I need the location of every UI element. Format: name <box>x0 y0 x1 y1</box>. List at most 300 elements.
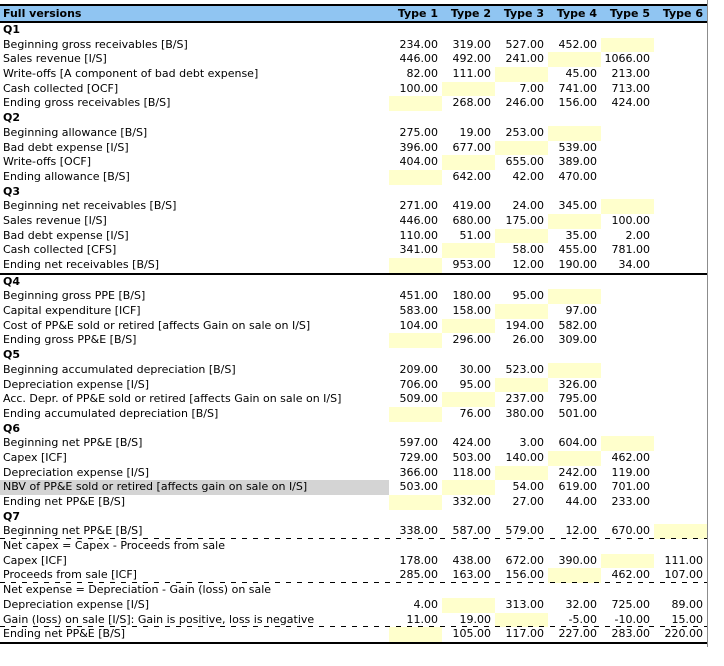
cell-type-2[interactable]: 438.00 <box>452 553 491 567</box>
answer-cell-type-1[interactable] <box>389 258 442 273</box>
cell-type-3 <box>495 583 548 598</box>
table-row <box>0 436 708 451</box>
cell-type-1[interactable]: 446.00 <box>399 52 438 66</box>
cell-type-6 <box>654 466 707 481</box>
cell-type-5 <box>601 363 654 378</box>
cell-type-1[interactable]: 706.00 <box>399 377 438 391</box>
table-row <box>0 363 708 378</box>
cell-type-1[interactable]: 729.00 <box>399 450 438 464</box>
cell-type-4[interactable]: 390.00 <box>558 553 597 567</box>
table-row <box>0 583 708 598</box>
cell-type-6 <box>654 126 707 141</box>
cell-type-5[interactable]: 462.00 <box>611 568 650 582</box>
sheet-title: Full versions <box>3 7 82 20</box>
cell-type-2[interactable]: 19.00 <box>459 125 491 139</box>
cell-type-1[interactable]: 366.00 <box>399 465 438 479</box>
row-label: Beginning net PP&E [B/S] <box>3 524 143 538</box>
answer-cell-type-4[interactable] <box>548 214 601 229</box>
answer-cell-type-3[interactable] <box>495 304 548 319</box>
cell-type-5[interactable]: 100.00 <box>611 213 650 227</box>
row-label: Net expense = Depreciation - Gain (loss) on sale <box>3 583 272 597</box>
cell-type-4[interactable]: 32.00 <box>565 597 597 611</box>
row-label: Ending gross receivables [B/S] <box>3 96 171 110</box>
answer-cell-type-3[interactable] <box>495 67 548 82</box>
section-row-q6 <box>0 422 708 437</box>
cell-type-5 <box>601 304 654 319</box>
column-header-type-2: Type 2 <box>450 7 491 20</box>
cell-type-3[interactable]: 523.00 <box>505 362 544 376</box>
cell-type-6[interactable]: 220.00 <box>664 627 703 641</box>
cell-type-4[interactable]: 326.00 <box>558 377 597 391</box>
cell-type-4[interactable]: 604.00 <box>558 436 597 450</box>
cell-type-1 <box>389 583 442 598</box>
cell-type-2[interactable]: 95.00 <box>459 377 491 391</box>
cell-type-3[interactable]: 579.00 <box>505 524 544 538</box>
cell-type-4[interactable]: 389.00 <box>558 155 597 169</box>
row-label: Ending allowance [B/S] <box>3 169 130 183</box>
answer-cell-type-2[interactable] <box>442 82 495 97</box>
answer-cell-type-4[interactable] <box>548 289 601 304</box>
row-label: Beginning gross PPE [B/S] <box>3 289 146 303</box>
answer-cell-type-3[interactable] <box>495 613 548 628</box>
answer-cell-type-2[interactable] <box>442 392 495 407</box>
table-row <box>0 82 708 97</box>
table-row <box>0 466 708 481</box>
cell-type-2[interactable]: 268.00 <box>452 96 491 110</box>
cell-type-3[interactable]: 246.00 <box>505 96 544 110</box>
cell-type-3[interactable]: 7.00 <box>519 81 544 95</box>
table-row <box>0 392 708 407</box>
row-label: Ending gross PP&E [B/S] <box>3 333 137 347</box>
cell-type-4[interactable]: 309.00 <box>558 333 597 347</box>
cell-type-1[interactable]: 396.00 <box>399 140 438 154</box>
answer-cell-type-1[interactable] <box>389 170 442 185</box>
cell-type-5 <box>601 141 654 156</box>
section-label: Q4 <box>3 274 21 288</box>
cell-type-2[interactable]: 642.00 <box>452 169 491 183</box>
row-label: NBV of PP&E sold or retired [affects gain on sale on I/S] <box>0 480 389 495</box>
cell-type-2[interactable]: 503.00 <box>452 450 491 464</box>
cell-type-3[interactable]: 12.00 <box>512 258 544 271</box>
cell-type-5[interactable]: 213.00 <box>611 67 650 81</box>
cell-type-5 <box>601 319 654 334</box>
cell-type-5[interactable]: 725.00 <box>611 597 650 611</box>
table-row <box>0 38 708 53</box>
data-table <box>0 4 708 644</box>
cell-type-4[interactable]: 12.00 <box>565 524 597 538</box>
table-row <box>0 613 708 628</box>
cell-type-1[interactable]: 275.00 <box>399 125 438 139</box>
table-row <box>0 126 708 141</box>
cell-type-3[interactable]: 42.00 <box>512 169 544 183</box>
cell-type-2[interactable]: 296.00 <box>452 333 491 347</box>
cell-type-6 <box>654 304 707 319</box>
cell-type-6 <box>654 407 707 422</box>
cell-type-1[interactable]: 178.00 <box>399 553 438 567</box>
cell-type-4[interactable]: 345.00 <box>558 199 597 213</box>
cell-type-5[interactable]: 283.00 <box>611 627 650 641</box>
row-label: Ending net PP&E [B/S] <box>3 627 126 641</box>
column-header-type-1: Type 1 <box>397 7 438 20</box>
answer-cell-type-4[interactable] <box>548 568 601 583</box>
cell-type-1[interactable]: 110.00 <box>399 228 438 242</box>
row-label: Write-offs [OCF] <box>3 155 91 169</box>
section-row-q3 <box>0 185 708 200</box>
cell-type-2[interactable]: 680.00 <box>452 213 491 227</box>
cell-type-6 <box>654 229 707 244</box>
cell-type-4[interactable]: 619.00 <box>558 480 597 494</box>
pane-border <box>707 0 708 647</box>
row-label: Cost of PP&E sold or retired [affects Gain on sale on I/S] <box>3 318 311 332</box>
cell-type-2[interactable]: 677.00 <box>452 140 491 154</box>
answer-cell-type-2[interactable] <box>442 480 495 495</box>
row-label: Ending net PP&E [B/S] <box>3 495 126 508</box>
section-row-q4 <box>0 275 708 290</box>
answer-cell-type-3[interactable] <box>495 141 548 156</box>
cell-type-6 <box>654 67 707 82</box>
section-row-q7 <box>0 510 708 525</box>
cell-type-1[interactable]: 597.00 <box>399 436 438 450</box>
table-row <box>0 554 708 569</box>
section-row-q2 <box>0 111 708 126</box>
cell-type-3[interactable]: 156.00 <box>505 568 544 582</box>
row-label: Beginning gross receivables [B/S] <box>3 37 188 51</box>
cell-type-3[interactable]: 54.00 <box>512 480 544 494</box>
cell-type-3[interactable]: 253.00 <box>505 125 544 139</box>
cell-type-4[interactable]: 539.00 <box>558 140 597 154</box>
answer-cell-type-4[interactable] <box>548 451 601 466</box>
cell-type-5[interactable]: 701.00 <box>611 480 650 494</box>
section-label: Q1 <box>3 23 21 36</box>
answer-cell-type-1[interactable] <box>389 495 442 510</box>
cell-type-4[interactable]: 190.00 <box>558 258 597 271</box>
table-row <box>0 319 708 334</box>
cell-type-6 <box>654 258 707 273</box>
cell-type-5[interactable]: -10.00 <box>614 612 650 626</box>
cell-type-2[interactable]: 587.00 <box>452 524 491 538</box>
row-label: Cash collected [OCF] <box>3 81 119 95</box>
cell-type-6[interactable]: 107.00 <box>664 568 703 582</box>
answer-cell-type-1[interactable] <box>389 96 442 111</box>
section-label: Q3 <box>3 184 21 198</box>
section-row-q1 <box>0 23 708 38</box>
cell-type-5[interactable]: 1066.00 <box>604 52 650 66</box>
cell-type-2[interactable]: 419.00 <box>452 199 491 213</box>
cell-type-5[interactable]: 119.00 <box>611 465 650 479</box>
cell-type-6 <box>654 141 707 156</box>
answer-cell-type-4[interactable] <box>548 52 601 67</box>
section-row-q5 <box>0 348 708 363</box>
table-row <box>0 52 708 67</box>
cell-type-2[interactable]: 319.00 <box>452 37 491 51</box>
cell-type-1[interactable]: 104.00 <box>399 318 438 332</box>
cell-type-3[interactable]: 672.00 <box>505 553 544 567</box>
row-label: Write-offs [A component of bad debt expense] <box>3 67 259 81</box>
cell-type-4[interactable]: 35.00 <box>565 228 597 242</box>
table-row <box>0 378 708 393</box>
cell-type-6 <box>654 319 707 334</box>
cell-type-6 <box>654 495 707 510</box>
cell-type-3[interactable]: 26.00 <box>512 333 544 347</box>
row-label: Depreciation expense [I/S] <box>3 377 149 391</box>
cell-type-3[interactable]: 194.00 <box>505 318 544 332</box>
cell-type-5[interactable]: 424.00 <box>611 96 650 110</box>
table-row <box>0 67 708 82</box>
cell-type-2[interactable]: 158.00 <box>452 304 491 318</box>
cell-type-2[interactable]: 76.00 <box>459 406 491 420</box>
cell-type-6 <box>654 38 707 53</box>
table-row <box>0 568 708 583</box>
cell-type-6 <box>654 289 707 304</box>
cell-type-2[interactable]: 424.00 <box>452 436 491 450</box>
cell-type-1[interactable]: 341.00 <box>399 243 438 257</box>
cell-type-6 <box>654 82 707 97</box>
table-row <box>0 258 708 275</box>
cell-type-3[interactable]: 237.00 <box>505 392 544 406</box>
answer-cell-type-5[interactable] <box>601 554 654 569</box>
table-row <box>0 451 708 466</box>
cell-type-4[interactable]: 741.00 <box>558 81 597 95</box>
answer-cell-type-3[interactable] <box>495 466 548 481</box>
cell-type-1[interactable]: 451.00 <box>399 289 438 303</box>
answer-cell-type-5[interactable] <box>601 199 654 214</box>
cell-type-6 <box>654 214 707 229</box>
cell-type-6 <box>654 96 707 111</box>
cell-type-3[interactable]: 27.00 <box>512 495 544 508</box>
row-label: Acc. Depr. of PP&E sold or retired [affects Gain on sale on I/S] <box>3 392 342 406</box>
cell-type-4[interactable]: 470.00 <box>558 169 597 183</box>
table-row <box>0 155 708 170</box>
cell-type-6 <box>654 451 707 466</box>
section-label: Q6 <box>3 421 21 435</box>
column-header-type-5: Type 5 <box>609 7 650 20</box>
cell-type-5[interactable]: 781.00 <box>611 243 650 257</box>
cell-type-3[interactable]: 175.00 <box>505 213 544 227</box>
cell-type-6 <box>654 363 707 378</box>
cell-type-2[interactable]: 492.00 <box>452 52 491 66</box>
cell-type-4[interactable]: 227.00 <box>558 627 597 641</box>
cell-type-3[interactable]: 95.00 <box>512 289 544 303</box>
cell-type-3[interactable]: 241.00 <box>505 52 544 66</box>
cell-type-1[interactable]: 446.00 <box>399 213 438 227</box>
row-label: Net capex = Capex - Proceeds from sale <box>3 539 225 553</box>
cell-type-2[interactable]: 163.00 <box>452 568 491 582</box>
cell-type-3[interactable]: 3.00 <box>519 436 544 450</box>
cell-type-6 <box>654 392 707 407</box>
cell-type-2[interactable]: 51.00 <box>459 228 491 242</box>
cell-type-5 <box>601 126 654 141</box>
cell-type-5 <box>601 155 654 170</box>
section-label: Q7 <box>3 509 21 523</box>
cell-type-4[interactable]: 795.00 <box>558 392 597 406</box>
row-label: Beginning accumulated depreciation [B/S] <box>3 362 236 376</box>
cell-type-6 <box>654 199 707 214</box>
row-label: Beginning allowance [B/S] <box>3 125 148 139</box>
cell-type-1[interactable]: 338.00 <box>399 524 438 538</box>
cell-type-5 <box>601 392 654 407</box>
cell-type-4[interactable]: 501.00 <box>558 406 597 420</box>
cell-type-4[interactable]: 452.00 <box>558 37 597 51</box>
cell-type-2[interactable]: 180.00 <box>452 289 491 303</box>
cell-type-5[interactable]: 233.00 <box>611 495 650 508</box>
row-label: Beginning net receivables [B/S] <box>3 199 177 213</box>
row-label: Sales revenue [I/S] <box>3 52 107 66</box>
table-row <box>0 96 708 111</box>
table-row <box>0 480 708 495</box>
row-label: Ending net receivables [B/S] <box>3 258 159 271</box>
cell-type-3[interactable]: 527.00 <box>505 37 544 51</box>
table-row <box>0 304 708 319</box>
cell-type-6 <box>654 155 707 170</box>
cell-type-1[interactable]: 285.00 <box>399 568 438 582</box>
cell-type-4[interactable]: 455.00 <box>558 243 597 257</box>
cell-type-6 <box>654 333 707 348</box>
row-label: Capex [ICF] <box>3 450 67 464</box>
cell-type-1[interactable]: 4.00 <box>413 597 438 611</box>
answer-cell-type-1[interactable] <box>389 627 442 642</box>
cell-type-2[interactable]: 332.00 <box>452 495 491 508</box>
cell-type-2[interactable]: 19.00 <box>459 612 491 626</box>
cell-type-2[interactable]: 105.00 <box>452 627 491 641</box>
cell-type-1 <box>389 539 442 554</box>
cell-type-5 <box>601 583 654 598</box>
cell-type-4[interactable]: 97.00 <box>565 304 597 318</box>
table-row <box>0 539 708 554</box>
cell-type-1[interactable]: 404.00 <box>399 155 438 169</box>
row-label: Depreciation expense [I/S] <box>3 465 149 479</box>
answer-cell-type-2[interactable] <box>442 243 495 258</box>
row-label: Ending accumulated depreciation [B/S] <box>3 406 219 420</box>
row-label: Depreciation expense [I/S] <box>3 597 149 611</box>
cell-type-6 <box>654 52 707 67</box>
cell-type-1[interactable]: 509.00 <box>399 392 438 406</box>
cell-type-3[interactable]: 655.00 <box>505 155 544 169</box>
cell-type-6[interactable]: 89.00 <box>671 597 703 611</box>
answer-cell-type-1[interactable] <box>389 333 442 348</box>
cell-type-6[interactable]: 15.00 <box>671 612 703 626</box>
cell-type-1[interactable]: 82.00 <box>406 67 438 81</box>
row-label: Proceeds from sale [ICF] <box>3 568 137 582</box>
cell-type-1[interactable]: 209.00 <box>399 362 438 376</box>
cell-type-5 <box>601 289 654 304</box>
table-row <box>0 333 708 348</box>
cell-type-6 <box>654 243 707 258</box>
row-label: Bad debt expense [I/S] <box>3 140 129 154</box>
cell-type-5 <box>601 333 654 348</box>
cell-type-5 <box>601 378 654 393</box>
table-row <box>0 598 708 613</box>
cell-type-1[interactable]: 100.00 <box>399 81 438 95</box>
answer-cell-type-4[interactable] <box>548 363 601 378</box>
cell-type-5 <box>601 170 654 185</box>
answer-cell-type-2[interactable] <box>442 598 495 613</box>
row-label: Beginning net PP&E [B/S] <box>3 436 143 450</box>
answer-cell-type-6[interactable] <box>654 524 707 539</box>
row-label: Sales revenue [I/S] <box>3 213 107 227</box>
row-label: Capex [ICF] <box>3 553 67 567</box>
table-row <box>0 199 708 214</box>
cell-type-3[interactable]: 313.00 <box>505 597 544 611</box>
cell-type-3 <box>495 539 548 554</box>
cell-type-4[interactable]: 582.00 <box>558 318 597 332</box>
column-header-type-4: Type 4 <box>556 7 597 20</box>
table-row <box>0 289 708 304</box>
cell-type-6 <box>654 583 707 598</box>
cell-type-2 <box>442 583 495 598</box>
cell-type-3[interactable]: 24.00 <box>512 199 544 213</box>
cell-type-4[interactable]: 156.00 <box>558 96 597 110</box>
cell-type-5[interactable]: 670.00 <box>611 524 650 538</box>
column-header-type-3: Type 3 <box>503 7 544 20</box>
cell-type-4[interactable]: 44.00 <box>565 495 597 508</box>
table-row <box>0 170 708 185</box>
cell-type-5[interactable]: 713.00 <box>611 81 650 95</box>
section-label: Q5 <box>3 348 21 362</box>
table-row <box>0 627 708 644</box>
row-label: Capital expenditure [ICF] <box>3 304 141 318</box>
table-row <box>0 407 708 422</box>
answer-cell-type-5[interactable] <box>601 436 654 451</box>
cell-type-1[interactable]: 234.00 <box>399 37 438 51</box>
cell-type-4[interactable]: 45.00 <box>565 67 597 81</box>
answer-cell-type-3[interactable] <box>495 229 548 244</box>
table-row <box>0 141 708 156</box>
cell-type-5[interactable]: 462.00 <box>611 450 650 464</box>
cell-type-2[interactable]: 111.00 <box>452 67 491 81</box>
cell-type-5 <box>601 407 654 422</box>
table-row <box>0 495 708 510</box>
answer-cell-type-2[interactable] <box>442 319 495 334</box>
cell-type-2[interactable]: 30.00 <box>459 362 491 376</box>
cell-type-2 <box>442 539 495 554</box>
answer-cell-type-2[interactable] <box>442 155 495 170</box>
table-row <box>0 229 708 244</box>
cell-type-1[interactable]: 11.00 <box>406 612 438 626</box>
cell-type-1[interactable]: 503.00 <box>399 480 438 494</box>
cell-type-4[interactable]: 242.00 <box>558 465 597 479</box>
row-label: Bad debt expense [I/S] <box>3 228 129 242</box>
table-row <box>0 243 708 258</box>
cell-type-5[interactable]: 2.00 <box>625 228 650 242</box>
cell-type-4 <box>548 539 601 554</box>
row-label: Gain (loss) on sale [I/S]: Gain is positive, loss is negative <box>3 612 315 626</box>
cell-type-2[interactable]: 118.00 <box>452 465 491 479</box>
cell-type-3[interactable]: 380.00 <box>505 406 544 420</box>
answer-cell-type-5[interactable] <box>601 38 654 53</box>
header-row <box>0 4 708 23</box>
cell-type-3[interactable]: 117.00 <box>505 627 544 641</box>
answer-cell-type-3[interactable] <box>495 378 548 393</box>
cell-type-1[interactable]: 271.00 <box>399 199 438 213</box>
column-header-type-6: Type 6 <box>662 7 703 20</box>
cell-type-2[interactable]: 953.00 <box>452 258 491 271</box>
cell-type-4 <box>548 583 601 598</box>
cell-type-3[interactable]: 140.00 <box>505 450 544 464</box>
cell-type-3[interactable]: 58.00 <box>512 243 544 257</box>
cell-type-6 <box>654 170 707 185</box>
cell-type-6 <box>654 436 707 451</box>
cell-type-5 <box>601 539 654 554</box>
cell-type-6[interactable]: 111.00 <box>664 553 703 567</box>
cell-type-6 <box>654 480 707 495</box>
cell-type-5[interactable]: 34.00 <box>618 258 650 271</box>
answer-cell-type-1[interactable] <box>389 407 442 422</box>
table-row <box>0 524 708 539</box>
cell-type-6 <box>654 378 707 393</box>
cell-type-4[interactable]: -5.00 <box>568 612 597 626</box>
answer-cell-type-4[interactable] <box>548 126 601 141</box>
cell-type-1[interactable]: 583.00 <box>399 304 438 318</box>
